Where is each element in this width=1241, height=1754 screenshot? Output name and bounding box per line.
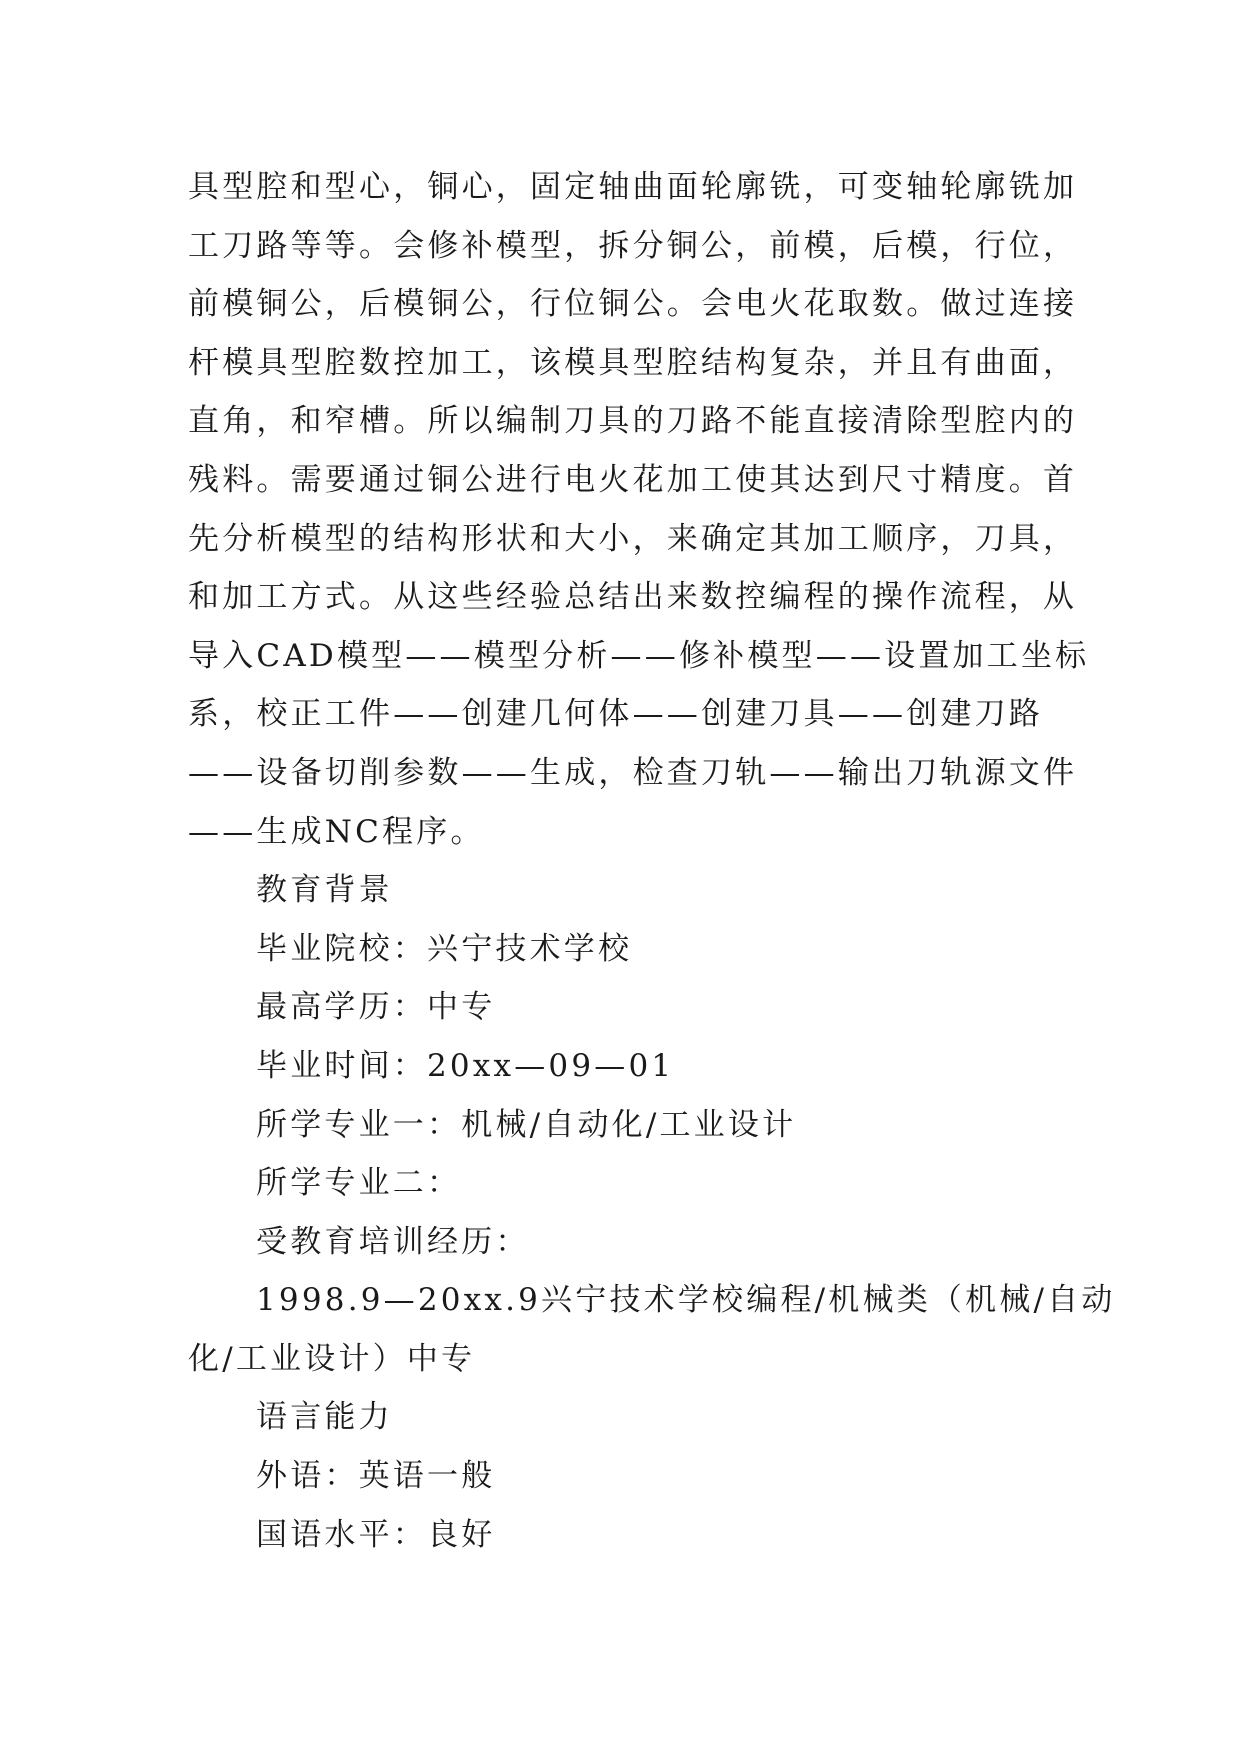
body-line: 具型腔和型心，铜心，固定轴曲面轮廓铣，可变轴轮廓铣加 (188, 169, 1078, 205)
body-line: 系，校正工件——创建几何体——创建刀具——创建刀路 (188, 696, 1043, 733)
degree-field: 最高学历：中专 (256, 989, 496, 1026)
body-line: 工刀路等等。会修补模型，拆分铜公，前模，后模，行位， (188, 227, 1078, 264)
mandarin-level-field: 国语水平：良好 (256, 1516, 496, 1553)
training-entry: 1998.9—20xx.9兴宁技术学校编程/机械类（机械/自动 (256, 1282, 1116, 1319)
training-entry-continuation: 化/工业设计）中专 (188, 1340, 476, 1377)
body-line: ——设备切削参数——生成，检查刀轨——输出刀轨源文件 (188, 754, 1078, 791)
major-1-field: 所学专业一：机械/自动化/工业设计 (256, 1106, 797, 1143)
training-heading: 受教育培训经历： (256, 1223, 530, 1260)
graduation-date-field: 毕业时间：20xx—09—01 (256, 1047, 675, 1084)
body-line: 直角，和窄槽。所以编制刀具的刀路不能直接清除型腔内的 (188, 403, 1078, 440)
body-line: 导入CAD模型——模型分析——修补模型——设置加工坐标 (188, 637, 1090, 674)
body-line: 前模铜公，后模铜公，行位铜公。会电火花取数。做过连接 (188, 286, 1078, 323)
body-line: ——生成NC程序。 (188, 813, 485, 850)
school-field: 毕业院校：兴宁技术学校 (256, 930, 633, 967)
body-line: 残料。需要通过铜公进行电火花加工使其达到尺寸精度。首 (188, 461, 1078, 498)
language-heading: 语言能力 (256, 1399, 393, 1436)
body-line: 先分析模型的结构形状和大小，来确定其加工顺序，刀具， (188, 520, 1078, 557)
education-heading: 教育背景 (256, 872, 393, 909)
foreign-language-field: 外语：英语一般 (256, 1458, 496, 1495)
document-content (188, 158, 1116, 1564)
major-2-field: 所学专业二： (256, 1165, 462, 1202)
body-line: 杆模具型腔数控加工，该模具型腔结构复杂，并且有曲面， (188, 344, 1078, 381)
body-line: 和加工方式。从这些经验总结出来数控编程的操作流程，从 (188, 579, 1078, 616)
